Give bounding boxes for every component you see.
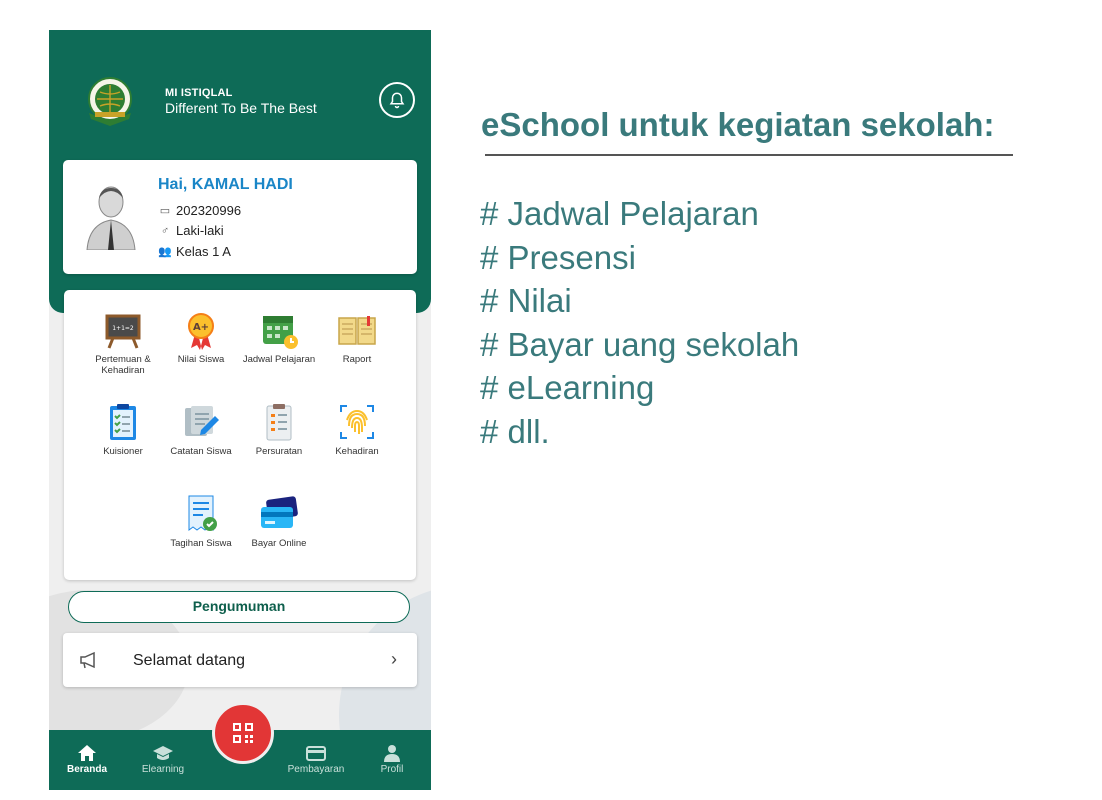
avatar xyxy=(83,180,139,250)
gender-row xyxy=(158,223,224,238)
group-icon: 👥 xyxy=(158,246,172,258)
class: Kelas 1 A xyxy=(176,244,231,259)
nav-item-pembayaran[interactable]: Pembayaran xyxy=(285,744,347,775)
menu-item-catatan-siswa[interactable]: Catatan Siswa xyxy=(162,402,240,457)
person-icon xyxy=(382,744,402,762)
class-row xyxy=(158,244,231,259)
notes-pencil-icon xyxy=(181,402,221,442)
svg-text:1+1=2: 1+1=2 xyxy=(112,325,134,332)
fingerprint-icon xyxy=(337,402,377,442)
announcement-button[interactable]: Pengumuman xyxy=(68,591,410,623)
invoice-icon xyxy=(181,494,221,534)
announcement-item[interactable] xyxy=(63,633,417,687)
feature-item: # Jadwal Pelajaran xyxy=(480,195,759,232)
feature-item: # Bayar uang sekolah xyxy=(480,325,800,363)
nav-item-profil[interactable]: Profil xyxy=(371,744,413,775)
id-card-icon: ▭ xyxy=(159,205,171,217)
app-header xyxy=(49,30,431,313)
qr-code-icon xyxy=(232,722,254,744)
menu-item-bayar-online[interactable]: Bayar Online xyxy=(240,494,318,549)
blackboard-icon xyxy=(103,310,143,350)
megaphone-icon xyxy=(79,651,99,669)
nav-item-elearning[interactable]: Elearning xyxy=(137,744,189,775)
qr-scan-button[interactable] xyxy=(212,702,274,764)
menu-item-pertemuan[interactable]: 1+1=2 Pertemuan & Kehadiran xyxy=(84,310,162,376)
card-icon xyxy=(305,744,327,762)
nav-item-beranda[interactable]: Beranda xyxy=(63,744,111,775)
open-book-icon xyxy=(337,310,377,350)
home-icon xyxy=(77,744,97,762)
award-medal-icon xyxy=(181,310,221,350)
menu-item-tagihan-siswa[interactable]: Tagihan Siswa xyxy=(162,494,240,549)
feature-item: # Nilai xyxy=(480,282,572,319)
feature-item: # eLearning xyxy=(480,369,655,406)
chevron-right-icon: › xyxy=(391,649,397,669)
feature-list xyxy=(480,192,799,453)
school-motto: Different To Be The Best xyxy=(165,100,317,116)
promo-title: eSchool untuk kegiatan sekolah: xyxy=(481,106,995,143)
svg-text:A+: A+ xyxy=(192,322,210,333)
letter-clipboard-icon xyxy=(259,402,299,442)
menu-grid xyxy=(64,290,416,580)
menu-item-jadwal-pelajaran[interactable]: Jadwal Pelajaran xyxy=(240,310,318,365)
gender: Laki-laki xyxy=(176,223,224,238)
checklist-clipboard-icon xyxy=(103,402,143,442)
calendar-icon xyxy=(259,310,299,350)
menu-item-kehadiran[interactable]: Kehadiran xyxy=(318,402,396,457)
graduation-cap-icon xyxy=(152,744,174,762)
menu-item-nilai-siswa[interactable]: A+ Nilai Siswa xyxy=(162,310,240,365)
announcement-text: Selamat datang xyxy=(133,652,246,669)
student-id: 202320996 xyxy=(176,203,242,218)
feature-item: # dll. xyxy=(480,412,550,450)
phone-screen xyxy=(49,30,431,790)
school-logo xyxy=(83,75,137,129)
school-name: MI ISTIQLAL xyxy=(165,87,233,99)
notification-button[interactable] xyxy=(379,82,415,118)
menu-item-kuisioner[interactable]: Kuisioner xyxy=(84,402,162,457)
bell-icon xyxy=(388,91,406,109)
male-icon: ♂ xyxy=(160,224,170,237)
greeting: Hai, KAMAL HADI xyxy=(158,176,293,193)
feature-item: # Presensi xyxy=(480,238,636,276)
menu-item-persuratan[interactable]: Persuratan xyxy=(240,402,318,457)
menu-item-raport[interactable]: Raport xyxy=(318,310,396,365)
credit-card-icon xyxy=(259,494,299,534)
divider xyxy=(485,154,1013,156)
profile-card[interactable] xyxy=(63,160,417,274)
student-id-row xyxy=(158,203,241,218)
